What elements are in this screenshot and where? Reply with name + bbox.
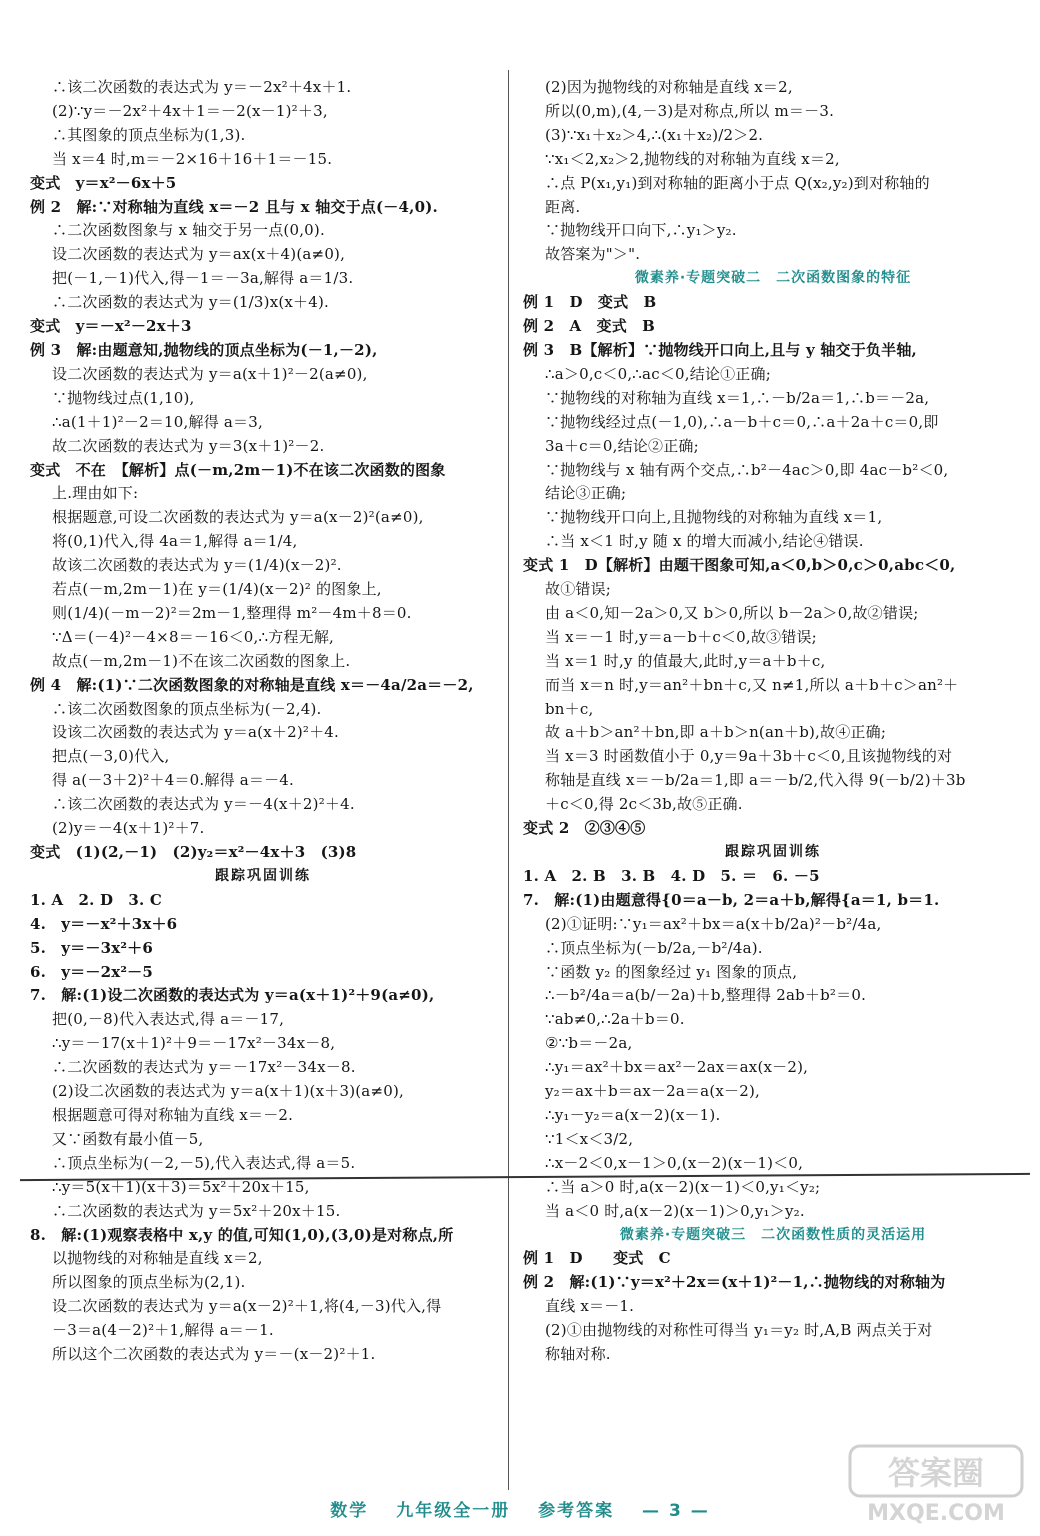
answer-line: 变式 不在 【解析】点(－m,2m－1)不在该二次函数的图象 [30, 460, 446, 479]
answer-line: ∵1＜x＜3/2, [545, 1129, 634, 1148]
answer-line: 故答案为"＞". [545, 245, 641, 264]
answer-line: ∵Δ＝(－4)²－4×8＝－16＜0,∴方程无解, [52, 627, 335, 646]
answer-line: 例 4 解:(1)∵二次函数图象的对称轴是直线 x＝－4a/2a＝－2, [30, 675, 474, 694]
answer-line: 而当 x＝n 时,y＝an²＋bn＋c,又 n≠1,所以 a＋b＋c＞an²＋ [545, 675, 959, 694]
answer-line: ∴y₁－y₂＝a(x－2)(x－1). [545, 1105, 721, 1124]
answer-line: 7. 解:(1)由题意得{0＝a－b, 2＝a＋b,解得{a＝1, b＝1. [523, 890, 940, 909]
answer-line: 变式 1 D【解析】由题干图象可知,a＜0,b＞0,c＞0,abc＜0, [523, 556, 956, 575]
answer-line: 根据题意,可设二次函数的表达式为 y＝a(x－2)²(a≠0), [52, 508, 424, 527]
answer-line: 设二次函数的表达式为 y＝ax(x＋4)(a≠0), [52, 245, 346, 264]
answer-line: 故二次函数的表达式为 y＝3(x＋1)²－2. [52, 436, 325, 455]
answer-line: 称轴对称. [545, 1345, 611, 1364]
answer-line: 例 2 A 变式 B [523, 317, 655, 336]
answer-line: 例 1 D 变式 B [523, 293, 657, 312]
answer-line: ∵抛物线开口向上,且抛物线的对称轴为直线 x＝1, [545, 508, 883, 527]
answer-line: －3＝a(4－2)²＋1,解得 a＝－1. [52, 1321, 274, 1340]
answer-line: 变式 (1)(2,－1) (2)y₂＝x²－4x＋3 (3)8 [30, 843, 357, 861]
answer-line: ∴其图象的顶点坐标为(1,3). [52, 125, 246, 144]
footer-page-number: — 3 — [642, 1501, 710, 1521]
answer-line: ∴顶点坐标为(－2,－5),代入表达式,得 a＝5. [52, 1153, 356, 1172]
answer-line: 变式 y＝－x²－2x＋3 [30, 317, 192, 336]
answer-line: 故该二次函数的表达式为 y＝(1/4)(x－2)². [52, 556, 342, 575]
answer-line: 例 3 解:由题意知,抛物线的顶点坐标为(－1,－2), [30, 340, 378, 359]
answer-line: y₂＝ax＋b＝ax－2a＝a(x－2), [545, 1082, 760, 1101]
answer-line: ∴－b²/4a＝a(b/－2a)＋b,整理得 2ab＋b²＝0. [545, 986, 867, 1005]
answer-line: 称轴是直线 x＝－b/2a＝1,即 a＝－b/2,代入得 9(－b/2)＋3b [545, 771, 966, 790]
answer-line: 根据题意可得对称轴为直线 x＝－2. [52, 1105, 294, 1124]
answer-line: 例 2 解:(1)∵y＝x²＋2x＝(x＋1)²－1,∴抛物线的对称轴为 [523, 1273, 946, 1292]
answer-line: ∵抛物线的对称轴为直线 x＝1,∴－b/2a＝1,∴b＝－2a, [545, 388, 930, 407]
answer-line: ∴该二次函数的表达式为 y＝－4(x＋2)²＋4. [52, 795, 355, 814]
answer-line: 故①错误; [545, 580, 612, 599]
watermark-logo [846, 1442, 1026, 1526]
answer-line: ∴该二次函数图象的顶点坐标为(－2,4). [52, 699, 322, 718]
answer-line: 将(0,1)代入,得 4a＝1,解得 a＝1/4, [52, 532, 298, 551]
answer-line: ②∵b＝－2a, [545, 1034, 633, 1053]
answer-line: 所以这个二次函数的表达式为 y＝－(x－2)²＋1. [52, 1345, 376, 1364]
answer-line: ∴二次函数的表达式为 y＝(1/3)x(x＋4). [52, 293, 330, 312]
answer-line: 故 a＋b＞an²＋bn,即 a＋b＞n(an＋b),故④正确; [545, 723, 887, 742]
answer-line: 设二次函数的表达式为 y＝a(x－2)²＋1,将(4,－3)代入,得 [52, 1297, 442, 1316]
answer-line: 设该二次函数的表达式为 y＝a(x＋2)²＋4. [52, 723, 340, 742]
answer-line: ∴y＝5(x＋1)(x＋3)＝5x²＋20x＋15, [52, 1177, 310, 1196]
answer-line: ∵抛物线经过点(－1,0),∴a－b＋c＝0,∴a＋2a＋c＝0,即 [545, 412, 939, 431]
section-title: 跟踪巩固训练 [725, 844, 821, 860]
answer-line: 由 a＜0,知－2a＞0,又 b＞0,所以 b－2a＞0,故②错误; [545, 603, 919, 622]
answer-line: ∵函数 y₂ 的图象经过 y₁ 图象的顶点, [545, 962, 798, 981]
answer-line: (2)①证明:∵y₁＝ax²＋bx＝a(x＋b/2a)²－b²/4a, [545, 914, 882, 933]
answer-line: ∵抛物线开口向下,∴y₁＞y₂. [545, 221, 737, 240]
answer-line: bn＋c, [545, 699, 594, 718]
answer-line: ∴y＝－17(x＋1)²＋9＝－17x²－34x－8, [52, 1034, 336, 1053]
section-title: 跟踪巩固训练 [215, 867, 311, 884]
answer-line: 变式 y＝x²－6x＋5 [30, 173, 177, 192]
answer-line: 例 3 B【解析】∵抛物线开口向上,且与 y 轴交于负半轴, [523, 340, 917, 359]
answer-line: 又∵函数有最小值－5, [52, 1129, 204, 1148]
section-title: 微素养·专题突破三 二次函数性质的灵活运用 [619, 1226, 927, 1243]
answer-line: 1. A 2. B 3. B 4. D 5. ＝ 6. －5 [523, 866, 820, 885]
answer-line: ∴当 x＜1 时,y 随 x 的增大而减小,结论④错误. [545, 532, 864, 551]
left-column [30, 76, 496, 1367]
answer-line: 故点(－m,2m－1)不在该二次函数的图象上. [52, 651, 351, 670]
right-column [523, 76, 1023, 1367]
answer-line: 把点(－3,0)代入, [52, 747, 170, 766]
answer-line: 5. y＝－3x²＋6 [30, 938, 153, 957]
section-title: 微素养·专题突破二 二次函数图象的特征 [634, 270, 912, 287]
answer-line: (2)因为抛物线的对称轴是直线 x＝2, [545, 78, 793, 96]
answer-line: ∴y₁＝ax²＋bx＝ax²－2ax＝ax(x－2), [545, 1058, 809, 1077]
answer-line: 例 1 D 变式 C [523, 1249, 671, 1268]
answer-line: 距离. [545, 197, 581, 216]
answer-line: ∴x－2＜0,x－1＞0,(x－2)(x－1)＜0, [545, 1153, 804, 1172]
answer-line: ∵x₁＜2,x₂＞2,抛物线的对称轴为直线 x＝2, [545, 149, 840, 168]
answer-line: ∴点 P(x₁,y₁)到对称轴的距离小于点 Q(x₂,y₂)到对称轴的 [545, 173, 930, 192]
answer-line: 把(0,－8)代入表达式,得 a＝－17, [52, 1010, 285, 1029]
answer-line: ∴当 a＞0 时,a(x－2)(x－1)＜0,y₁＜y₂; [545, 1177, 821, 1196]
answer-line: 当 x＝－1 时,y＝a－b＋c＜0,故③错误; [545, 627, 817, 646]
answer-line: ＋c＜0,得 2c＜3b,故⑤正确. [545, 795, 743, 814]
answer-line: 得 a(－3＋2)²＋4＝0.解得 a＝－4. [52, 771, 294, 790]
footer-subject: 数学 [330, 1501, 369, 1521]
answer-line: 3a＋c＝0,结论②正确; [545, 436, 699, 455]
answer-line: ∴二次函数的表达式为 y＝－17x²－34x－8. [52, 1058, 356, 1077]
answer-line: 设二次函数的表达式为 y＝a(x＋1)²－2(a≠0), [52, 364, 368, 383]
watermark-line1: 答案圈 [887, 1454, 985, 1492]
answer-line: 7. 解:(1)设二次函数的表达式为 y＝a(x＋1)²＋9(a≠0), [30, 986, 435, 1005]
answer-line: 以抛物线的对称轴是直线 x＝2, [52, 1249, 263, 1268]
answer-line: 当 a＜0 时,a(x－2)(x－1)＞0,y₁＞y₂. [545, 1201, 805, 1220]
answer-line: 则(1/4)(－m－2)²＝2m－1,整理得 m²－4m＋8＝0. [52, 603, 412, 622]
footer-section: 参考答案 [538, 1501, 615, 1521]
answer-line: (2)y＝－4(x＋1)²＋7. [52, 819, 205, 838]
answer-line: ∵ab≠0,∴2a＋b＝0. [545, 1010, 685, 1029]
answer-line: 若点(－m,2m－1)在 y＝(1/4)(x－2)² 的图象上, [52, 580, 382, 599]
answer-line: 直线 x＝－1. [545, 1297, 635, 1316]
answer-line: 所以(0,m),(4,－3)是对称点,所以 m＝－3. [545, 101, 835, 120]
answer-line: 变式 2 ②③④⑤ [523, 819, 646, 838]
answer-line: 把(－1,－1)代入,得－1＝－3a,解得 a＝1/3. [52, 269, 354, 288]
answer-line: (3)∵x₁＋x₂＞4,∴(x₁＋x₂)/2＞2. [545, 125, 764, 144]
answer-line: (2)∵y＝－2x²＋4x＋1＝－2(x－1)²＋3, [52, 101, 328, 120]
answer-line: ∴顶点坐标为(－b/2a,－b²/4a). [545, 938, 763, 957]
answer-line: 4. y＝－x²＋3x＋6 [30, 914, 178, 933]
answer-line: ∴二次函数图象与 x 轴交于另一点(0,0). [52, 221, 325, 240]
answer-line: 当 x＝4 时,m＝－2×16＋16＋1＝－15. [52, 149, 333, 168]
answer-line: 当 x＝1 时,y 的值最大,此时,y＝a＋b＋c, [545, 651, 826, 670]
answer-line: ∵抛物线与 x 轴有两个交点,∴b²－4ac＞0,即 4ac－b²＜0, [545, 460, 949, 479]
answer-line: 当 x＝3 时函数值小于 0,y＝9a＋3b＋c＜0,且该抛物线的对 [545, 747, 953, 766]
answer-line: 结论③正确; [545, 484, 627, 503]
answer-line: ∵抛物线过点(1,10), [52, 388, 195, 407]
footer-grade: 九年级全一册 [396, 1501, 511, 1521]
answer-line: ∴该二次函数的表达式为 y＝－2x²＋4x＋1. [52, 78, 352, 96]
answer-line: ∴a＞0,c＜0,∴ac＜0,结论①正确; [545, 364, 771, 383]
answer-line: 上.理由如下: [52, 484, 139, 503]
watermark-line2: MXQE.COM [867, 1501, 1005, 1526]
answer-line: (2)①由抛物线的对称性可得当 y₁＝y₂ 时,A,B 两点关于对 [545, 1321, 933, 1340]
answer-line: 6. y＝－2x²－5 [30, 962, 153, 981]
answer-line: (2)设二次函数的表达式为 y＝a(x＋1)(x＋3)(a≠0), [52, 1082, 404, 1101]
answer-line: 例 2 解:∵对称轴为直线 x＝－2 且与 x 轴交于点(－4,0). [30, 197, 438, 216]
column-divider [508, 70, 509, 1490]
answer-line: ∴二次函数的表达式为 y＝5x²＋20x＋15. [52, 1201, 341, 1220]
answer-line: 8. 解:(1)观察表格中 x,y 的值,可知(1,0),(3,0)是对称点,所 [30, 1225, 454, 1244]
answer-line: ∴a(1＋1)²－2＝10,解得 a＝3, [52, 412, 263, 431]
answer-line: 所以图象的顶点坐标为(2,1). [52, 1273, 246, 1292]
answer-line: 1. A 2. D 3. C [30, 890, 163, 909]
